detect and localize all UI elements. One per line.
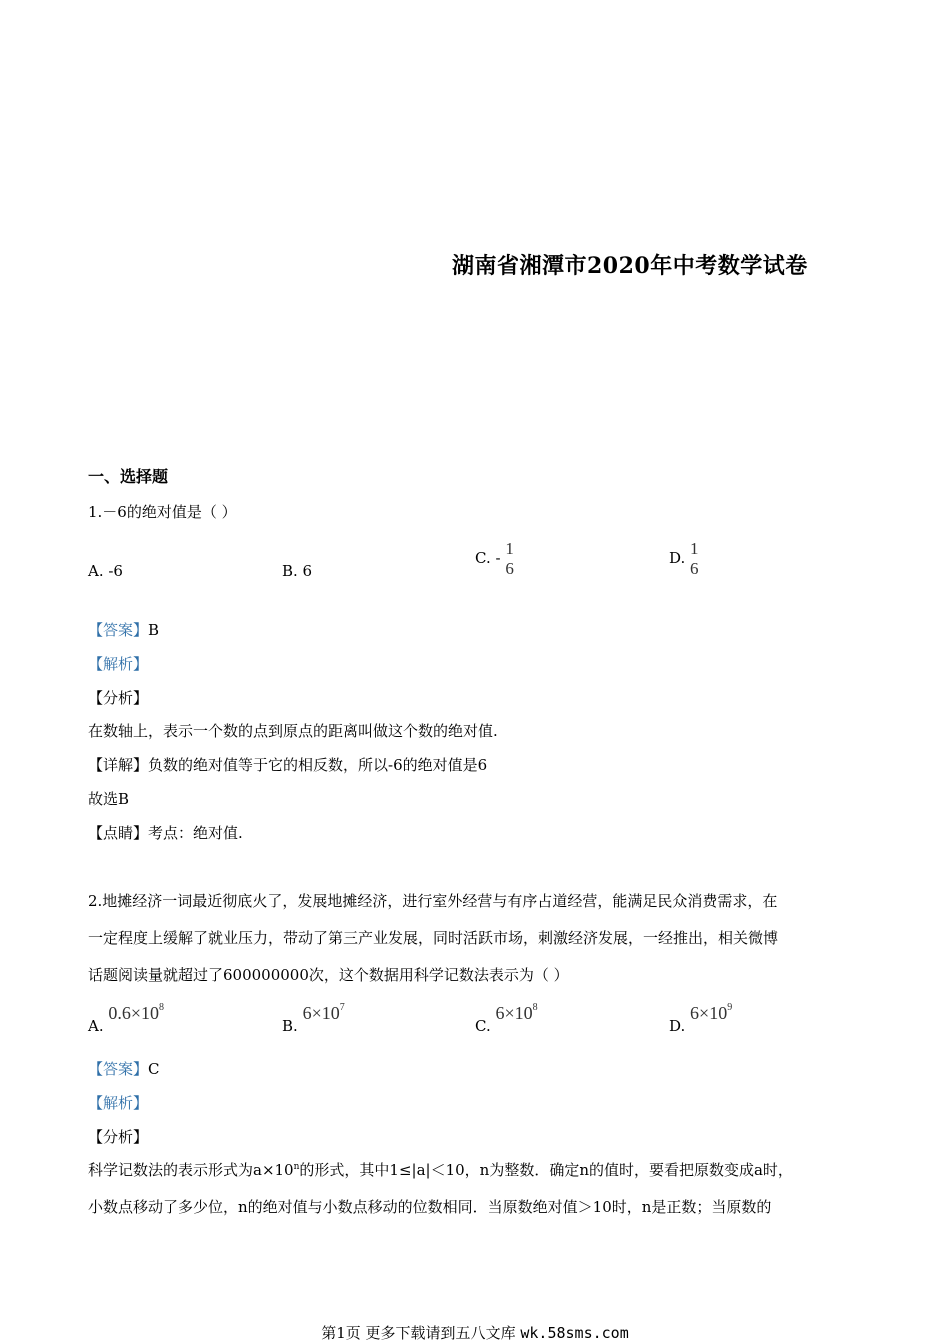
- q2-stem-line-3: 话题阅读量就超过了600000000次，这个数据用科学记数法表示为（ ）: [88, 966, 569, 984]
- q1-conclusion: 故选B: [88, 790, 130, 808]
- q2-fenxi-line-1: [88, 1163, 793, 1178]
- q1-option-d-label: D.: [669, 549, 686, 568]
- q1-stem: 1.－6的绝对值是（ ）: [88, 503, 237, 521]
- q1-answer-tag: 【答案】: [88, 621, 149, 639]
- q2-stem-line-2: 一定程度上缓解了就业压力，带动了第三产业发展，同时活跃市场，刺激经济发展，一经推出，相关微博: [88, 929, 779, 947]
- q1-option-c: [475, 539, 514, 578]
- q1-option-a: A. -6: [88, 562, 123, 580]
- q2-option-d-label: D.: [669, 1017, 686, 1035]
- q2-answer-tag: 【答案】: [88, 1060, 149, 1078]
- q2-fenxi-line-1-b: 的形式，其中1≤|a|＜10，n为整数．确定n的值时，要看把原数变成a时，: [299, 1161, 793, 1179]
- q2-option-c-base: 6×10: [495, 1003, 533, 1023]
- page-title: 湖南省湘潭市2020年中考数学试卷: [452, 253, 808, 279]
- q2-option-d-base: 6×10: [690, 1003, 728, 1023]
- q2-option-b-expr: [303, 1003, 345, 1023]
- q2-option-a: [88, 1003, 164, 1034]
- q2-fenxi-exponent: n: [293, 1162, 300, 1172]
- q2-option-a-expr: [108, 1003, 164, 1023]
- q1-answer: [88, 623, 159, 638]
- q1-option-d: [669, 539, 699, 578]
- q2-option-b-exp: 7: [339, 1002, 345, 1013]
- q1-option-d-fraction: [690, 539, 699, 578]
- q2-option-d: [669, 1003, 732, 1034]
- q1-fenxi-text: 在数轴上，表示一个数的点到原点的距离叫做这个数的绝对值.: [88, 722, 498, 740]
- q1-option-d-denominator: 6: [690, 558, 699, 578]
- q2-fenxi-line-2: 小数点移动了多少位，n的绝对值与小数点移动的位数相同．当原数绝对值＞10时，n是正数；当原数的: [88, 1198, 772, 1216]
- footer-text: 第1页 更多下载请到五八文库: [321, 1324, 516, 1342]
- page-footer: [0, 1326, 950, 1341]
- q1-option-b: B. 6: [282, 562, 313, 580]
- q2-option-c: [475, 1003, 538, 1034]
- q2-option-c-expr: [496, 1003, 538, 1023]
- section-title: 一、选择题: [88, 467, 169, 486]
- q1-fenxi-tag: 【分析】: [88, 689, 149, 707]
- q1-detail: 【详解】负数的绝对值等于它的相反数，所以-6的绝对值是6: [88, 756, 488, 774]
- q2-option-c-label: C.: [475, 1017, 491, 1035]
- footer-site-link[interactable]: wk.58sms.com: [520, 1324, 629, 1342]
- q2-option-b-base: 6×10: [302, 1003, 340, 1023]
- q1-option-c-label: C. -: [475, 549, 501, 568]
- q2-answer: [88, 1062, 160, 1077]
- q1-answer-value: B: [148, 621, 160, 639]
- q2-fenxi-line-1-a: 科学记数法的表示形式为a×10: [88, 1161, 294, 1179]
- q2-option-a-base: 0.6×10: [108, 1003, 160, 1023]
- q2-option-d-exp: 9: [727, 1002, 733, 1013]
- q1-option-d-numerator: 1: [690, 539, 699, 558]
- q2-analysis-tag: 【解析】: [88, 1094, 149, 1112]
- q2-option-d-expr: [690, 1003, 732, 1023]
- q2-option-a-label: A.: [88, 1017, 104, 1035]
- q2-option-a-exp: 8: [159, 1002, 165, 1013]
- q1-option-c-fraction: [505, 539, 514, 578]
- q2-option-c-exp: 8: [532, 1002, 538, 1013]
- q2-option-b: [282, 1003, 345, 1034]
- q2-stem-line-1: 2.地摊经济一词最近彻底火了，发展地摊经济，进行室外经营与有序占道经营，能满足民众消费需求，在: [88, 892, 778, 910]
- q1-option-c-denominator: 6: [505, 558, 514, 578]
- q2-option-b-label: B.: [282, 1017, 298, 1035]
- q1-analysis-tag: 【解析】: [88, 655, 149, 673]
- q2-fenxi-tag: 【分析】: [88, 1128, 149, 1146]
- q2-answer-value: C: [148, 1060, 160, 1078]
- q1-dianjing: 【点睛】考点：绝对值.: [88, 824, 243, 842]
- q1-option-c-numerator: 1: [505, 539, 514, 558]
